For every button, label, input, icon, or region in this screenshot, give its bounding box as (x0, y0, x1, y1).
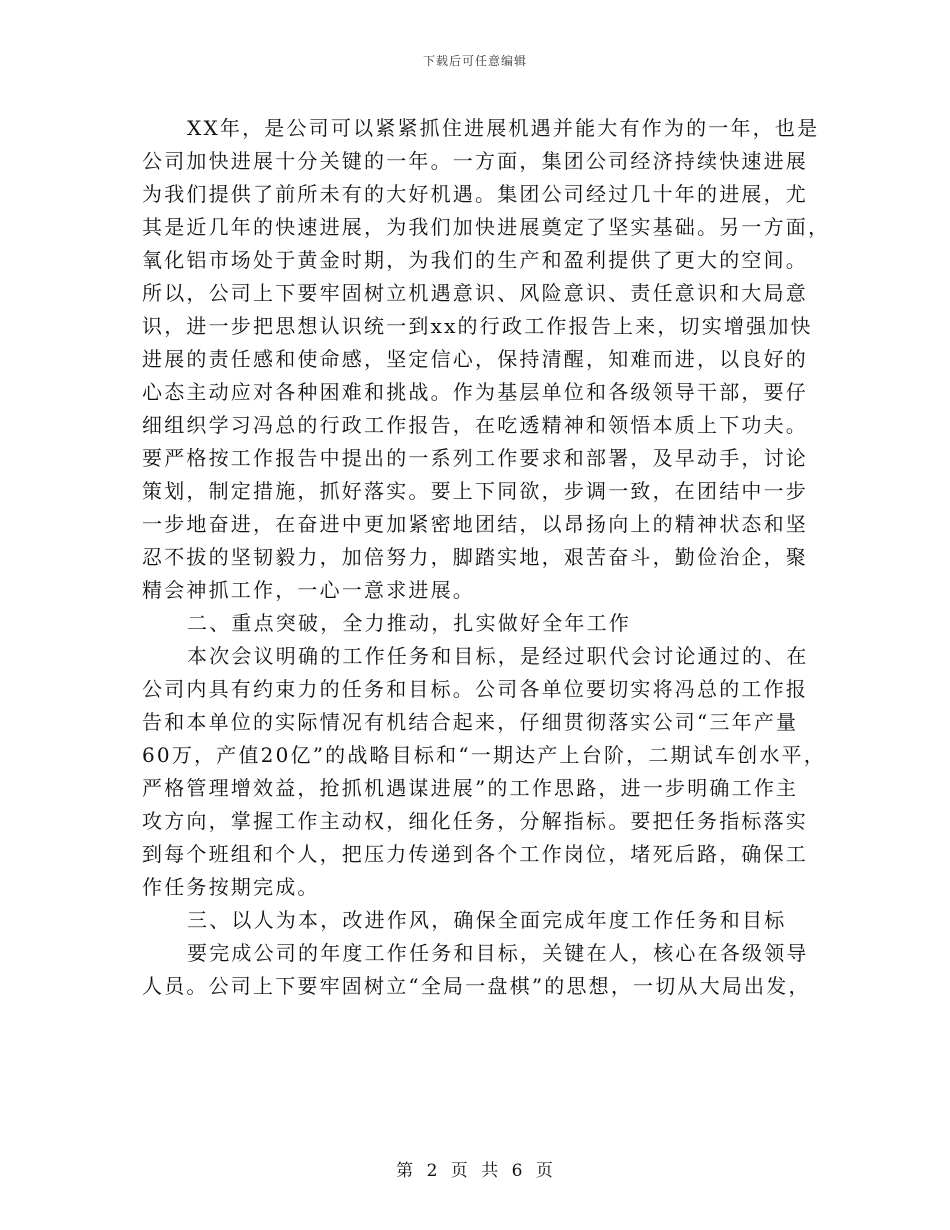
paragraph-line: 所以，公司上下要牢固树立机遇意识、风险意识、责任意识和大局意 (142, 281, 808, 305)
paragraph-line: 公司内具有约束力的任务和目标。公司各单位要切实将冯总的工作报 (142, 677, 808, 701)
paragraph-line: 精会神抓工作，一心一意求进展。 (142, 578, 475, 602)
paragraph-line: 60万，产值20亿”的战略目标和“一期达产上台阶，二期试车创水平， (142, 743, 826, 767)
paragraph-line: 到每个班组和个人，把压力传递到各个工作岗位，堵死后路，确保工 (142, 842, 808, 866)
paragraph-line: 细组织学习冯总的行政工作报告，在吃透精神和领悟本质上下功夫。 (142, 413, 808, 437)
paragraph-line: XX年，是公司可以紧紧抓住进展机遇并能大有作为的一年，也是 (187, 116, 820, 140)
paragraph-line: 攻方向，掌握工作主动权，细化任务，分解指标。要把任务指标落实 (142, 809, 808, 833)
paragraph-line: 告和本单位的实际情况有机结合起来，仔细贯彻落实公司“三年产量 (142, 710, 799, 734)
page-footer: 第 2 页 共 6 页 (396, 1161, 554, 1181)
paragraph-line: 作任务按期完成。 (142, 875, 320, 899)
paragraph-line: 为我们提供了前所未有的大好机遇。集团公司经过几十年的进展，尤 (142, 182, 808, 206)
paragraph-line: 心态主动应对各种困难和挑战。作为基层单位和各级领导干部，要仔 (142, 380, 808, 404)
section-heading: 二、重点突破，全力推动，扎实做好全年工作 (187, 611, 631, 635)
section-heading: 三、以人为本，改进作风，确保全面完成年度工作任务和目标 (187, 908, 787, 932)
paragraph-line: 氧化铝市场处于黄金时期，为我们的生产和盈利提供了更大的空间。 (142, 248, 808, 272)
document-body (142, 112, 831, 1003)
paragraph-line: 严格管理增效益，抢抓机遇谋进展”的工作思路，进一步明确工作主 (142, 776, 799, 800)
page-header: 下载后可任意编辑 (422, 54, 527, 68)
paragraph-line: 要严格按工作报告中提出的一系列工作要求和部署，及早动手，讨论 (142, 446, 808, 470)
paragraph-line: 识，进一步把思想认识统一到xx的行政工作报告上来，切实增强加快 (142, 314, 813, 338)
paragraph-line: 本次会议明确的工作任务和目标，是经过职代会讨论通过的、在 (187, 644, 809, 668)
paragraph-line: 进展的责任感和使命感，坚定信心，保持清醒，知难而进，以良好的 (142, 347, 808, 371)
paragraph-line: 要完成公司的年度工作任务和目标，关键在人，核心在各级领导 (187, 941, 809, 965)
paragraph-line: 公司加快进展十分关键的一年。一方面，集团公司经济持续快速进展 (142, 149, 808, 173)
paragraph-line: 一步地奋进，在奋进中更加紧密地团结，以昂扬向上的精神状态和坚 (142, 512, 808, 536)
paragraph-line: 人员。公司上下要牢固树立“全局一盘棋”的思想，一切从大局出发， (142, 974, 811, 998)
paragraph-line: 策划，制定措施，抓好落实。要上下同欲，步调一致，在团结中一步 (142, 479, 808, 503)
paragraph-line: 其是近几年的快速进展，为我们加快进展奠定了坚实基础。另一方面， (142, 215, 831, 239)
paragraph-line: 忍不拔的坚韧毅力，加倍努力，脚踏实地，艰苦奋斗，勤俭治企，聚 (142, 545, 808, 569)
